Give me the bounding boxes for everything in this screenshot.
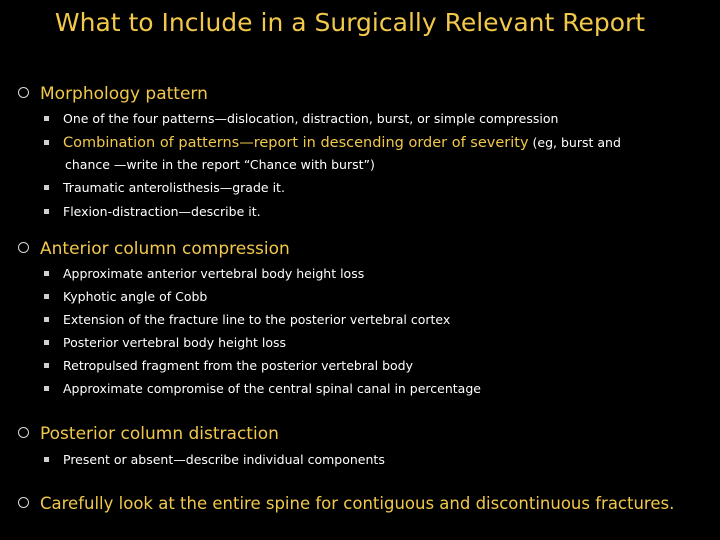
hollow-circle-icon [18, 242, 29, 253]
list-item [44, 312, 704, 327]
list-item-text: One of the four patterns—dislocation, distraction, burst, or simple compression [63, 111, 559, 126]
square-bullet-icon [44, 209, 49, 214]
list-item-text: Extension of the fracture line to the posterior vertebral cortex [63, 312, 451, 327]
square-bullet-icon [44, 457, 49, 462]
section-heading: Morphology pattern [40, 84, 208, 104]
square-bullet-icon [44, 116, 49, 121]
list-item-continuation: chance —write in the report “Chance with burst”) [65, 157, 375, 172]
list-item [44, 204, 704, 219]
hollow-circle-icon [18, 427, 29, 438]
list-item-text: Posterior vertebral body height loss [63, 335, 287, 350]
list-item [44, 289, 704, 304]
section-heading: Anterior column compression [40, 239, 290, 259]
list-item-text: Kyphotic angle of Cobb [63, 289, 208, 304]
square-bullet-icon [44, 185, 49, 190]
square-bullet-icon [44, 140, 49, 145]
list-item [44, 266, 704, 281]
list-item-text: Present or absent—describe individual components [63, 452, 385, 467]
list-item-text: Flexion-distraction—describe it. [63, 204, 261, 219]
list-item-note: (eg, burst and [532, 135, 621, 150]
section-anterior-column-compression [18, 239, 708, 259]
square-bullet-icon [44, 294, 49, 299]
section-morphology-pattern [18, 84, 708, 104]
list-item [44, 335, 704, 350]
list-item [44, 180, 704, 195]
section-posterior-column-distraction [18, 424, 708, 444]
section-heading: Carefully look at the entire spine for contiguous and discontinuous fractures. [40, 494, 675, 513]
square-bullet-icon [44, 363, 49, 368]
hollow-circle-icon [18, 87, 29, 98]
list-item-text: Traumatic anterolisthesis—grade it. [63, 180, 285, 195]
list-item-text: Approximate compromise of the central spinal canal in percentage [63, 381, 481, 396]
list-item-text: Combination of patterns—report in descending order of severity [63, 135, 529, 151]
list-item [44, 135, 704, 151]
list-item [44, 381, 704, 396]
square-bullet-icon [44, 317, 49, 322]
slide-title: What to Include in a Surgically Relevant Report [54, 8, 646, 37]
square-bullet-icon [44, 340, 49, 345]
list-item-text: Retropulsed fragment from the posterior vertebral body [63, 358, 413, 373]
list-item-text: Approximate anterior vertebral body height loss [63, 266, 365, 281]
list-item [44, 452, 704, 467]
list-item [44, 111, 704, 126]
square-bullet-icon [44, 386, 49, 391]
section-closing-statement [18, 494, 708, 513]
hollow-circle-icon [18, 497, 29, 508]
section-heading: Posterior column distraction [40, 424, 279, 444]
square-bullet-icon [44, 271, 49, 276]
list-item [44, 358, 704, 373]
